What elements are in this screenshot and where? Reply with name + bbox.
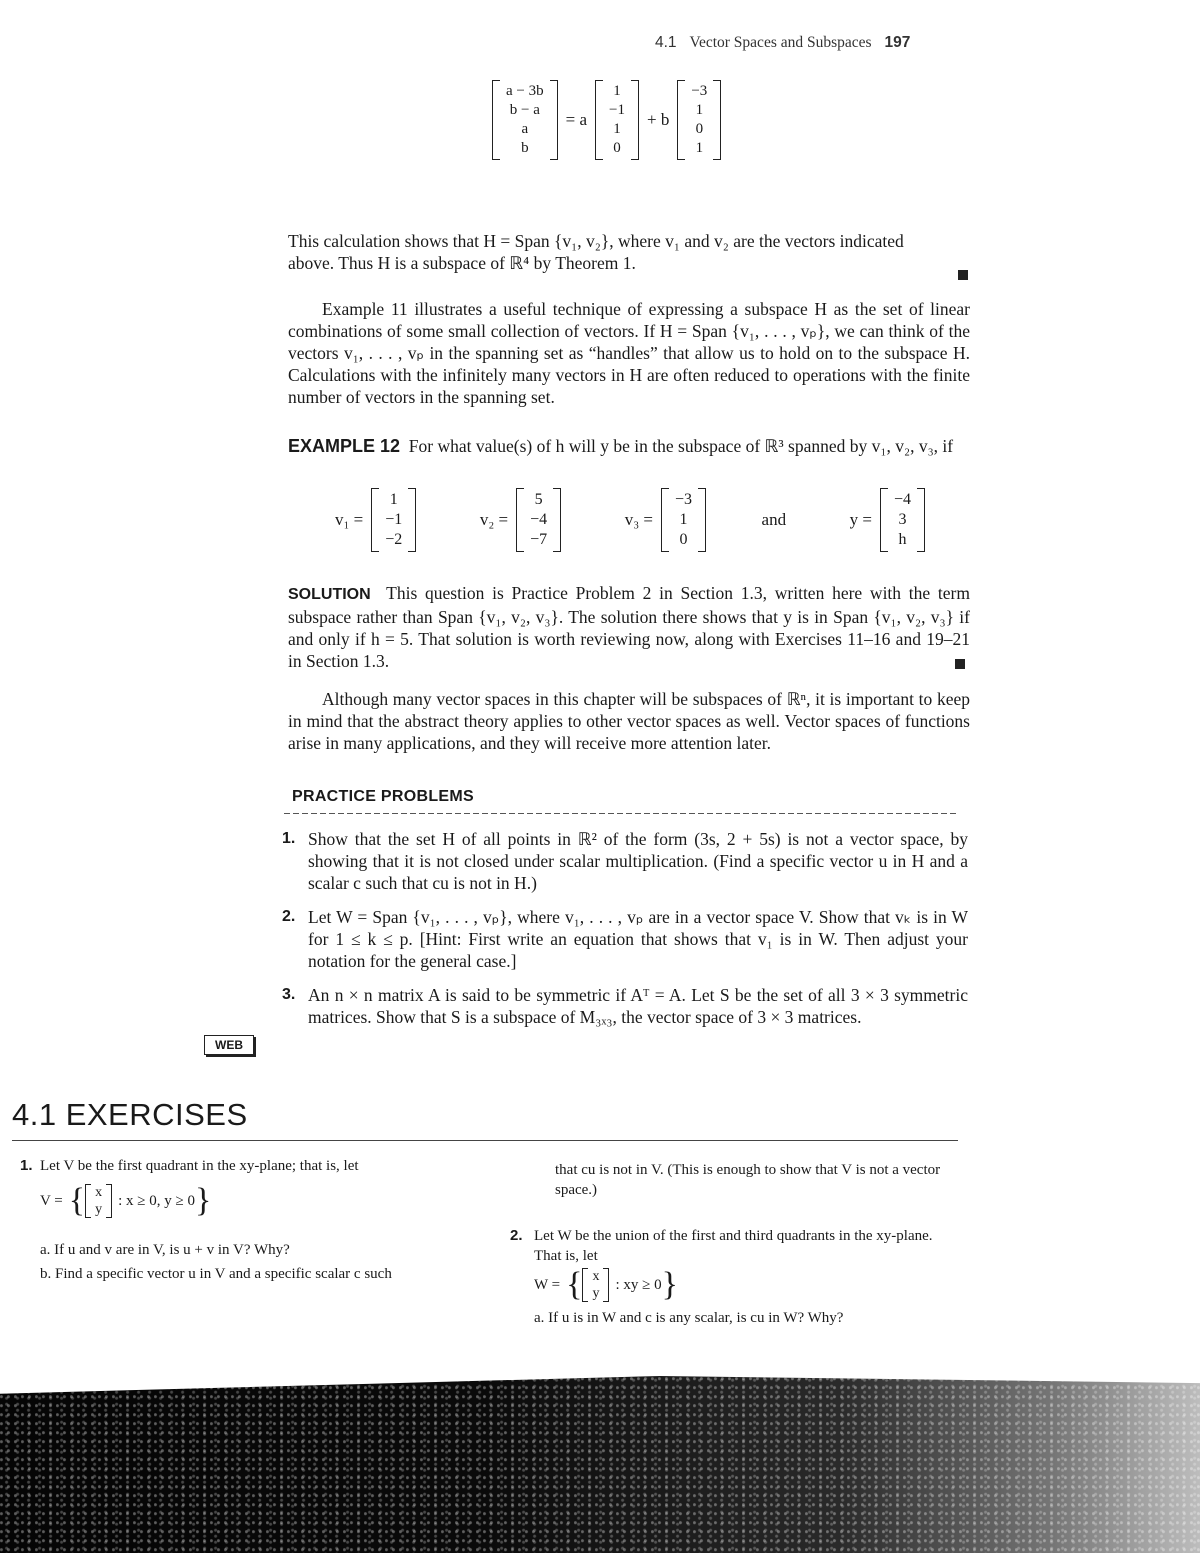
vector-entry: 0 [679,531,688,548]
web-badge: WEB [204,1035,254,1055]
exercise-part-b: b. Find a specific vector u in V and a specific scalar c such [40,1266,392,1282]
matrix-entry: 1 [613,121,621,137]
item-number: 1. [282,830,296,847]
example-text: For what value(s) of h will y be in the subspace of ℝ³ spanned by v₁, v₂, v₃, if [408,436,954,456]
item-text: Let W = Span {v₁, . . . , vₚ}, where v₁, . . . , vₚ are in a vector space V. Show that vₖ is in W for 1 ≤ k ≤ p. [Hint: First write an equation that shows that v₁ is in W. Then adjust your notation for the general case.] [308,907,968,971]
set-condition: : x ≥ 0, y ≥ 0 [118,1193,195,1209]
exercise-part-a: a. If u is in W and c is any scalar, is cu in W? Why? [534,1310,844,1326]
set-vector [582,1268,609,1302]
solution-block [288,582,970,672]
exercise-2 [510,1226,960,1328]
equation-op: + b [646,110,670,129]
vector-entry: 1 [679,511,688,528]
example-12 [288,435,970,457]
paragraph-handles: Example 11 illustrates a useful technique of expressing a subspace H as the set of linear combinations of some small collection of vectors. If H = Span {v₁, . . . , vₚ}, we can think of the vectors v₁, . . . , vₚ in the spanning set as “handles” that allow us to hold on to the subspace H. Calculations with the infinitely many vectors in H are often reduced to operations with the finite number of vectors in the spanning set. [288,299,970,407]
item-text: Show that the set H of all points in ℝ² of the form (3s, 2 + 5s) is not a vector space, by showing that it is not closed under scalar multiplication. (Find a specific vector u in H and a scalar c such that cu is not in H.) [308,829,968,893]
vector-label: v₃ = [624,510,653,529]
matrix-entry: 1 [695,102,704,118]
vector-entry: −7 [530,531,548,548]
exercise-text: Let W be the union of the first and third quadrants in the xy-plane. That is, let [534,1228,933,1264]
item-number: 3. [282,986,296,1003]
brace-open: { [566,1266,583,1303]
vector-v2 [516,488,561,552]
end-of-example-mark [955,659,965,669]
example-vectors [335,488,925,552]
solution-text: This question is Practice Problem 2 in Section 1.3, written here with the term subspace rather than Span {v₁, v₂, v₃}. The solution there shows that y is in Span {v₁, v₂, v₃} if and only if h = 5. That solution is worth reviewing now, along with Exercises 11–16 and 19–21 in Section 1.3. [288,583,970,671]
matrix-2 [595,80,639,160]
exercise-1-continued: that cu is not in V. (This is enough to show that V is not a vector space.) [555,1162,941,1198]
and-word: and [761,510,787,529]
vector-entry: 1 [389,491,398,508]
section-rule [284,813,956,814]
practice-item [282,828,968,894]
top-equation [492,80,721,160]
vector-v1 [371,488,416,552]
vector-entry: −1 [385,511,403,528]
exercises-heading: 4.1 EXERCISES [12,1097,248,1132]
set-label: V = [40,1193,63,1209]
practice-item [282,984,968,1028]
matrix-1 [492,80,558,160]
matrix-entry: b [521,140,529,156]
set-vector [85,1184,112,1218]
matrix-entry: a − 3b [506,83,544,99]
practice-item [282,906,968,972]
exercises-rule [12,1140,958,1141]
vector-label: y = [849,510,872,529]
paragraph-theorem-conclusion [288,230,970,274]
vector-entry: y [95,1202,103,1217]
vector-entry: x [95,1185,103,1200]
item-text: An n × n matrix A is said to be symmetric if Aᵀ = A. Let S be the set of all 3 × 3 symmetric matrices. Show that S is a subspace of M₃ₓ₃, the vector space of 3 × 3 matrices. [308,985,968,1027]
matrix-entry: 1 [695,140,704,156]
matrix-entry: −1 [609,102,625,118]
vector-entry: y [592,1286,600,1301]
matrix-3 [677,80,721,160]
exercise-set [534,1268,960,1302]
vector-entry: −2 [385,531,403,548]
header-section: 4.1 [655,34,677,51]
exercise-1 [20,1156,470,1284]
matrix-entry: b − a [509,102,540,118]
vector-v3 [661,488,706,552]
brace-close: } [661,1266,678,1303]
brace-open: { [68,1182,86,1219]
vector-y [880,488,925,552]
vector-entry: −4 [530,511,548,528]
brace-close: } [195,1182,212,1219]
practice-list [282,828,968,1028]
scan-shadow [0,1376,1200,1553]
vector-label: v₁ = [335,510,364,529]
paragraph-line: above. Thus H is a subspace of ℝ⁴ by Theorem 1. [288,253,636,273]
exercise-set [40,1184,470,1218]
set-condition: : xy ≥ 0 [615,1277,662,1293]
exercise-number: 1. [20,1157,33,1174]
matrix-entry: −3 [691,83,708,99]
vector-entry: 5 [534,491,543,508]
vector-entry: x [592,1269,600,1284]
item-number: 2. [282,908,296,925]
matrix-entry: 1 [613,83,621,99]
vector-entry: 3 [898,511,907,528]
vector-entry: −4 [893,491,911,508]
set-label: W = [534,1277,561,1293]
end-of-example-mark [958,270,968,280]
matrix-entry: 0 [695,121,704,137]
matrix-entry: a [521,121,529,137]
vector-entry: h [898,531,907,548]
running-header [655,34,910,52]
matrix-entry: 0 [613,140,621,156]
vector-entry: −3 [674,491,692,508]
vector-label: v₂ = [479,510,509,529]
page-number: 197 [884,34,911,51]
exercise-text: Let V be the first quadrant in the xy-plane; that is, let [40,1158,359,1174]
paragraph-function-spaces: Although many vector spaces in this chapter will be subspaces of ℝⁿ, it is important to keep in mind that the abstract theory applies to other vector spaces as well. Vector spaces of functions arise in many applications, and they will receive more attention later. [288,689,970,753]
solution-label: SOLUTION [288,586,371,603]
example-label: EXAMPLE 12 [288,436,401,456]
header-title: Vector Spaces and Subspaces [689,34,872,51]
equation-op: = a [565,110,588,129]
paragraph-line: This calculation shows that H = Span {v₁, v₂}, where v₁ and v₂ are the vectors indicated [288,231,904,251]
exercise-part-a: a. If u and v are in V, is u + v in V? Why? [40,1242,290,1258]
practice-heading: PRACTICE PROBLEMS [292,788,474,805]
exercise-number: 2. [510,1227,523,1244]
